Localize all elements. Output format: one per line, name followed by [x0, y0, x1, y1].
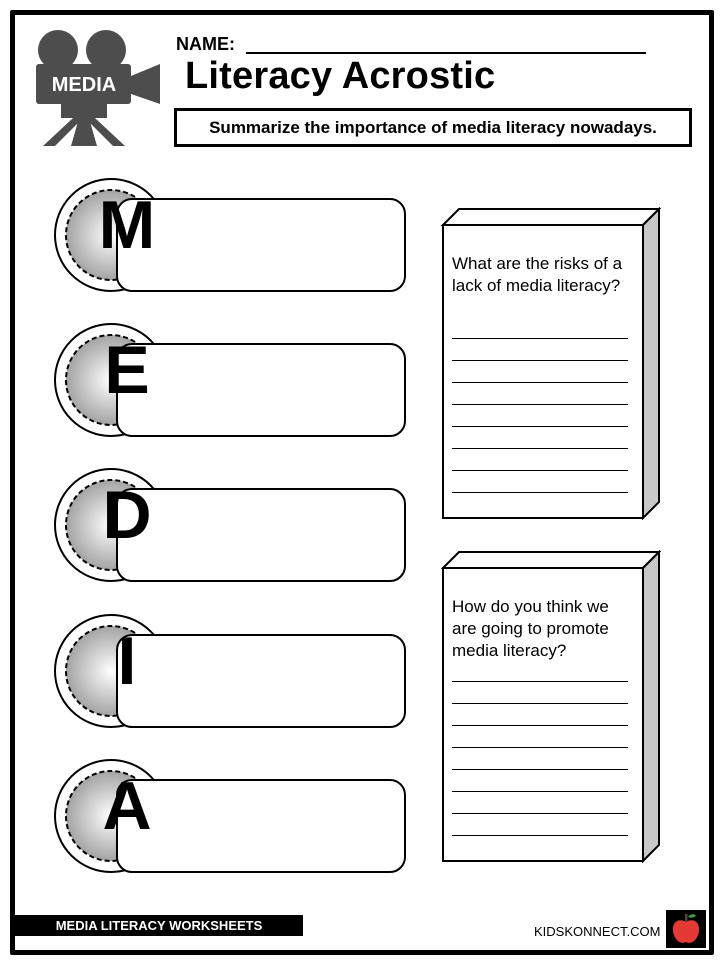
apple-icon	[666, 910, 706, 948]
acrostic-row-e	[48, 322, 410, 426]
acrostic-row-i	[48, 613, 410, 717]
question-text: What are the risks of a lack of media literacy?	[452, 254, 623, 295]
acrostic-letter: D	[102, 477, 152, 553]
media-camera-logo	[33, 30, 163, 148]
acrostic-row-a	[48, 758, 410, 862]
question-card-risks	[441, 207, 661, 520]
apple-logo	[666, 910, 706, 948]
page-title: Literacy Acrostic	[185, 55, 496, 97]
acrostic-letter: I	[117, 623, 137, 699]
question-card-promote	[441, 550, 661, 863]
acrostic-letter: A	[102, 768, 152, 844]
acrostic-row-m	[48, 177, 410, 281]
footer-site: KIDSKONNECT.COM	[534, 924, 661, 939]
writing-lines[interactable]	[452, 317, 628, 493]
name-field[interactable]	[246, 52, 646, 54]
footer-series-label: MEDIA LITERACY WORKSHEETS	[15, 915, 303, 936]
logo-text: MEDIA	[51, 74, 117, 96]
writing-lines[interactable]	[452, 660, 628, 836]
name-label: NAME:	[176, 34, 235, 54]
acrostic-row-d	[48, 467, 410, 571]
acrostic-letter: E	[104, 332, 150, 408]
prompt-text: Summarize the importance of media literacy nowadays.	[209, 118, 657, 137]
acrostic-letter: M	[98, 187, 156, 263]
question-text: How do you think we are going to promote media literacy?	[452, 597, 609, 660]
prompt-box	[174, 108, 692, 147]
